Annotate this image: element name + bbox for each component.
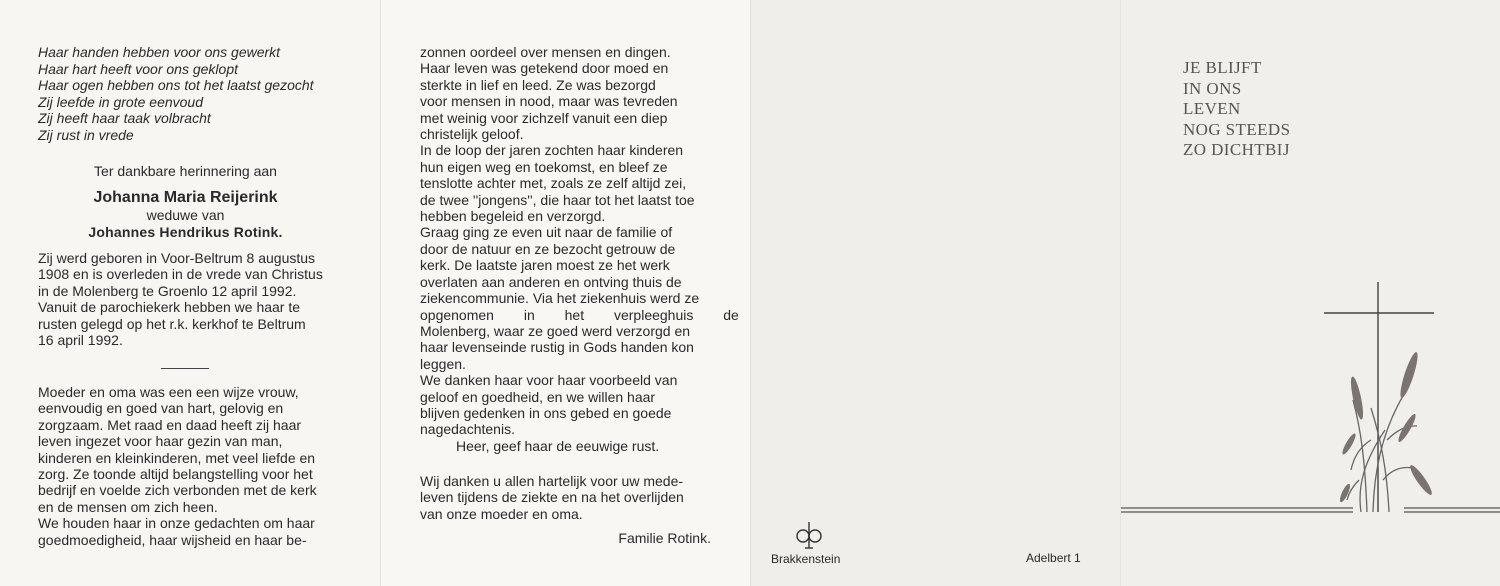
text-line: In de loop der jaren zochten haar kinderen xyxy=(420,142,684,159)
dedication: Ter dankbare herinnering aan xyxy=(94,163,277,179)
text-line: tenslotte achter met, zoals ze zelf altijd zei, xyxy=(420,175,687,192)
poem-line: Zij rust in vrede xyxy=(38,126,134,143)
text-line: ziekencommunie. Via het ziekenhuis werd ze xyxy=(420,290,700,307)
cross-with-wheat-illustration xyxy=(1121,280,1500,520)
bio-line: Zij werd geboren in Voor-Beltrum 8 augustus xyxy=(38,250,316,266)
left-inner-panel xyxy=(0,0,380,586)
thanks-line: Wij danken u allen hartelijk voor uw mede- xyxy=(420,473,684,489)
text-line: Molenberg, waar ze goed werd verzorgd en xyxy=(420,322,691,339)
text-line: blijven gedenken in ons gebed en goede xyxy=(420,404,672,421)
poem xyxy=(38,44,314,143)
tribute-line: goedmoedigheid, haar wijsheid en haar be- xyxy=(38,531,307,548)
tribute-line: leven ingezet voor haar gezin van man, xyxy=(38,433,283,450)
poem-line: Zij leefde in grote eenvoud xyxy=(38,93,203,110)
text-line: Haar leven was getekend door moed en xyxy=(420,60,669,77)
divider-rule xyxy=(161,368,209,369)
motto xyxy=(1183,58,1290,161)
front-cover-panel xyxy=(1120,0,1500,586)
tribute-line: bedrijf en voelde zich verbonden met de kerk xyxy=(38,482,317,499)
motto-line: ZO DICHTBIJ xyxy=(1183,140,1290,159)
tribute-paragraph xyxy=(38,384,333,548)
ground-lines xyxy=(1121,508,1500,512)
text-line: zonnen oordeel over mensen en dingen. xyxy=(420,44,671,60)
poem-line: Zij heeft haar taak volbracht xyxy=(38,110,211,126)
bio-paragraph xyxy=(38,250,333,348)
signature: Familie Rotink. xyxy=(618,530,711,546)
poem-line: Haar handen hebben voor ons gewerkt xyxy=(38,44,281,60)
publisher-logo-icon xyxy=(789,518,829,552)
text-line: christelijk geloof. xyxy=(420,126,524,143)
back-panel xyxy=(750,0,1120,586)
text-line: kerk. De laatste jaren moest ze het werk xyxy=(420,257,670,274)
thanks-line: van onze moeder en oma. xyxy=(420,505,583,522)
thanks-line: leven tijdens de ziekte en na het overlijden xyxy=(420,489,684,506)
widow-of: weduwe van xyxy=(146,207,225,223)
bio-line: Vanuit de parochiekerk hebben we haar te xyxy=(38,299,301,316)
tribute-line: en de mensen om zich heen. xyxy=(38,498,218,515)
text-line: de twee ''jongens'', die haar tot het laatst toe xyxy=(420,191,695,208)
text-line: overlaten aan anderen en ontving thuis de xyxy=(420,273,682,290)
text-line: leggen. xyxy=(420,355,466,372)
text-line: hebben begeleid en verzorgd. xyxy=(420,208,606,225)
text-line: sterkte in lief en leed. Ze was bezorgd xyxy=(420,76,656,93)
deceased-name: Johanna Maria Reijerink xyxy=(93,189,278,206)
motto-line: LEVEN xyxy=(1183,99,1241,118)
text-line: haar levenseinde rustig in Gods handen kon xyxy=(420,339,694,356)
middle-inner-panel xyxy=(380,0,750,586)
text-line: We danken haar voor haar voorbeeld van xyxy=(420,372,678,389)
text-line: hun eigen weg en toekomst, en bleef ze xyxy=(420,158,668,175)
tribute-line: kinderen en kleinkinderen, met veel liefde en xyxy=(38,449,316,466)
motto-line: NOG STEEDS xyxy=(1183,119,1291,139)
text-line: door de natuur en ze bezocht getrouw de xyxy=(420,240,676,257)
text-line: nagedachtenis. xyxy=(420,421,515,438)
bio-line: 1908 en is overleden in de vrede van Christus xyxy=(38,266,323,283)
tribute-line: eenvoudig en goed van hart, gelovig en xyxy=(38,400,284,417)
text-line: met weinig voor zichzelf vanuit een diep xyxy=(420,109,668,126)
bio-line: 16 april 1992. xyxy=(38,332,123,349)
prayer-line: Heer, geef haar de eeuwige rust. xyxy=(456,437,660,454)
tribute-line: zorgzaam. Met raad en daad heeft zij haar xyxy=(38,416,302,433)
text-line: geloof en goedheid, en we willen haar xyxy=(420,388,656,405)
thanks-paragraph xyxy=(420,473,712,522)
poem-line: Haar ogen hebben ons tot het laatst gezocht xyxy=(38,77,314,93)
tribute-line: We houden haar in onze gedachten om haar xyxy=(38,515,315,532)
text-line: voor mensen in nood, maar was tevreden xyxy=(420,93,678,110)
text-line: Graag ging ze even uit naar de familie of xyxy=(420,224,673,241)
motto-line: IN ONS xyxy=(1183,78,1242,98)
tribute-line: zorg. Ze toonde altijd belangstelling voor het xyxy=(38,466,313,483)
bio-line: in de Molenberg te Groenlo 12 april 1992. xyxy=(38,282,297,299)
continued-text xyxy=(420,44,739,454)
motto-line: JE BLIJFT xyxy=(1183,58,1262,77)
poem-line: Haar hart heeft voor ons geklopt xyxy=(38,60,239,77)
text-line: opgenomen in het verpleeghuis de xyxy=(420,306,739,323)
publisher-name: Brakkenstein xyxy=(771,552,841,566)
husband-name: Johannes Hendrikus Rotink. xyxy=(88,224,283,240)
series-code: Adelbert 1 xyxy=(1026,551,1081,565)
bio-line: rusten gelegd op het r.k. kerkhof te Beltrum xyxy=(38,315,306,332)
tribute-line: Moeder en oma was een een wijze vrouw, xyxy=(38,384,299,400)
